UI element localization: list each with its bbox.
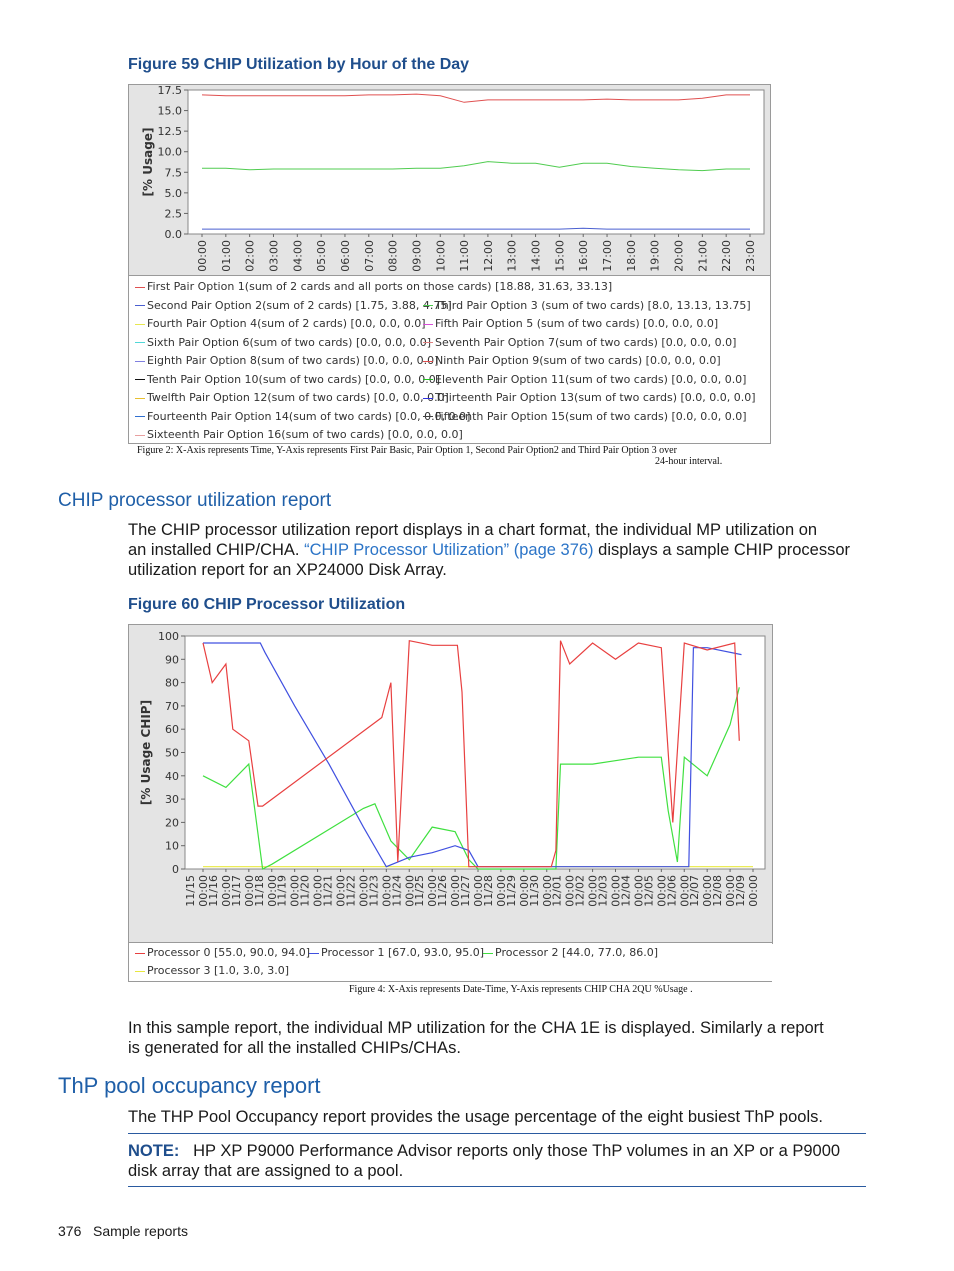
- legend-item: [135, 371, 440, 389]
- legend-swatch: [309, 953, 319, 954]
- y-tick-label: 5.0: [164, 186, 182, 200]
- legend-item: [423, 315, 718, 333]
- figure-59-legend: [128, 275, 771, 444]
- x-tick-label: 05:00: [315, 240, 329, 272]
- legend-label: Eighth Pair Option 8(sum of two cards) [0.0, 0.0, 0.0]: [147, 354, 439, 367]
- figure-59-chart: [128, 84, 771, 276]
- x-tick-label: 07:00: [362, 240, 376, 272]
- legend-item: [135, 334, 431, 352]
- note-label: NOTE:: [128, 1142, 180, 1160]
- legend-swatch: [423, 398, 433, 399]
- legend-swatch: [135, 324, 145, 325]
- y-tick-label: 10: [165, 839, 179, 853]
- section-title-chip-processor: CHIP processor utilization report: [58, 490, 332, 511]
- x-tick-label: 00:00: [747, 875, 760, 907]
- legend-label: Fifth Pair Option 5 (sum of two cards) [0.0, 0.0, 0.0]: [435, 317, 719, 330]
- legend-label: Second Pair Option 2(sum of 2 cards) [1.75, 3.88, 4.75]: [147, 298, 452, 312]
- x-tick-label: 04:00: [291, 240, 305, 272]
- legend-swatch: [135, 435, 145, 436]
- plot-area: [188, 90, 764, 234]
- paragraph2-line2: is generated for all the installed CHIPs/CHAs.: [128, 1039, 461, 1057]
- y-tick-label: 50: [165, 746, 179, 760]
- x-tick-label: 23:00: [744, 240, 757, 272]
- section1-line2: [128, 540, 888, 560]
- x-tick-label-date: 11/29: [504, 875, 518, 907]
- legend-swatch: [135, 361, 145, 362]
- y-tick-label: 2.5: [164, 207, 182, 221]
- paragraph2-line1: In this sample report, the individual MP utilization for the CHA 1E is displayed. Similarly a report: [128, 1019, 824, 1037]
- legend-label: Fifteenth Pair Option 15(sum of two cards) [0.0, 0.0, 0.0]: [435, 409, 747, 423]
- section1-paragraph: [128, 520, 888, 580]
- x-tick-label: 00:00: [632, 875, 646, 907]
- x-tick-label: 00:00: [449, 875, 463, 907]
- note-line1: [128, 1141, 868, 1161]
- x-tick-label: 19:00: [648, 240, 662, 272]
- x-tick-label-date: 11/30: [527, 875, 541, 907]
- x-tick-label-date: 11/26: [436, 875, 450, 907]
- x-tick-label: 00:00: [334, 875, 348, 907]
- x-tick-label: 00:00: [540, 875, 554, 907]
- x-tick-label-date: 11/23: [367, 875, 381, 907]
- legend-label: Processor 3 [1.0, 3.0, 3.0]: [147, 964, 290, 977]
- paragraph-mp-utilization: [128, 1018, 888, 1058]
- legend-item: [135, 315, 426, 333]
- legend-item: [423, 408, 747, 426]
- x-tick-label: 17:00: [601, 240, 615, 272]
- x-tick-label: 02:00: [243, 240, 257, 272]
- legend-item: [135, 389, 449, 407]
- legend-swatch: [423, 305, 433, 306]
- x-tick-label: 00:00: [724, 875, 738, 907]
- x-tick-label: 00:00: [701, 875, 715, 907]
- figure-60-xref-link[interactable]: “CHIP Processor Utilization” (page 376): [304, 541, 594, 559]
- legend-label: Processor 1 [67.0, 93.0, 95.0]: [321, 946, 485, 959]
- y-tick-label: 80: [165, 676, 179, 690]
- legend-item: [423, 371, 746, 389]
- figure-59-footnote-line2: 24-hour interval.: [655, 456, 723, 467]
- x-tick-label: 00:00: [403, 875, 417, 907]
- legend-swatch: [423, 379, 433, 380]
- legend-swatch: [135, 287, 145, 288]
- legend-label: Third Pair Option 3 (sum of two cards) [8.0, 13.13, 13.75]: [435, 298, 751, 312]
- x-tick-label: 08:00: [386, 240, 400, 272]
- x-tick-label: 00:00: [517, 875, 531, 907]
- legend-item: [135, 962, 289, 980]
- x-tick-label: 21:00: [696, 240, 710, 272]
- x-tick-label: 15:00: [553, 240, 567, 272]
- y-tick-label: 30: [165, 793, 179, 807]
- y-tick-label: 15.0: [157, 104, 182, 118]
- x-tick-label: 00:00: [357, 875, 371, 907]
- legend-label: Processor 0 [55.0, 90.0, 94.0]: [147, 946, 311, 959]
- legend-swatch: [135, 953, 145, 954]
- legend-label: Sixteenth Pair Option 16(sum of two cards) [0.0, 0.0, 0.0]: [147, 428, 463, 441]
- x-tick-label-date: 12/04: [619, 875, 633, 907]
- y-tick-label: 7.5: [164, 166, 182, 180]
- y-tick-label: 0.0: [164, 228, 182, 241]
- x-tick-label: 00:00: [494, 875, 508, 907]
- y-tick-label: 10.0: [157, 145, 182, 159]
- x-tick-label-date: 11/27: [459, 875, 472, 907]
- x-tick-label: 00:00: [609, 875, 623, 907]
- section1-line1: The CHIP processor utilization report displays in a chart format, the individual MP utilization on: [128, 521, 818, 539]
- x-tick-label-date: 11/20: [298, 875, 312, 907]
- legend-swatch: [135, 379, 145, 380]
- section-title-thp-pool: ThP pool occupancy report: [58, 1073, 321, 1098]
- y-axis-label: [% Usage]: [141, 127, 155, 197]
- x-tick-label-date: 11/24: [390, 875, 404, 907]
- legend-label: Fourteenth Pair Option 14(sum of two cards) [0.0, 0.0, 0.0]: [147, 409, 471, 423]
- legend-label: Sixth Pair Option 6(sum of two cards) [0.0, 0.0, 0.0]: [147, 335, 432, 349]
- x-tick-label: 00:00: [563, 875, 577, 907]
- x-tick-label: 00:00: [311, 875, 325, 907]
- legend-item: [135, 408, 470, 426]
- x-tick-label: 00:00: [678, 875, 692, 907]
- y-tick-label: 12.5: [157, 125, 182, 139]
- legend-item: [423, 334, 736, 352]
- legend-label: Tenth Pair Option 10(sum of two cards) [0.0, 0.0, 0.0]: [147, 372, 441, 386]
- legend-label: Ninth Pair Option 9(sum of two cards) [0.0, 0.0, 0.0]: [435, 354, 721, 367]
- x-tick-label: 00:00: [197, 875, 210, 907]
- x-tick-label-date: 11/21: [321, 875, 335, 907]
- footer-section: Sample reports: [93, 1223, 188, 1239]
- section1-line3: utilization report for an XP24000 Disk Array.: [128, 561, 447, 579]
- x-tick-label: 11:00: [458, 240, 472, 272]
- legend-label: Fourth Pair Option 4(sum of 2 cards) [0.0, 0.0, 0.0]: [147, 317, 426, 330]
- x-tick-label: 06:00: [338, 240, 352, 272]
- legend-item: [135, 944, 310, 962]
- page-number: 376: [58, 1223, 82, 1239]
- x-tick-label: 09:00: [410, 240, 424, 272]
- x-tick-label-date: 12/06: [665, 875, 679, 907]
- x-tick-label: 20:00: [672, 240, 686, 272]
- x-tick-label-date: 11/18: [252, 875, 266, 907]
- x-tick-label: 00:00: [288, 875, 302, 907]
- section2-paragraph: The THP Pool Occupancy report provides the usage percentage of the eight busiest ThP pools.: [128, 1108, 823, 1126]
- x-tick-label: 00:00: [196, 240, 209, 272]
- plot-area: [185, 636, 765, 869]
- y-tick-label: 100: [158, 630, 179, 643]
- x-tick-label: 00:00: [655, 875, 669, 907]
- x-tick-label-date: 11/15: [184, 875, 197, 907]
- legend-item: [423, 389, 756, 407]
- figure-60-caption: Figure 60 CHIP Processor Utilization: [128, 596, 406, 613]
- figure-60-legend: [128, 942, 772, 982]
- note-text-line2: disk array that are assigned to a pool.: [128, 1162, 404, 1180]
- x-tick-label: 14:00: [529, 240, 543, 272]
- y-tick-label: 60: [165, 723, 179, 737]
- legend-swatch: [483, 953, 493, 954]
- figure-60-svg: [129, 625, 772, 943]
- legend-item: [135, 426, 463, 444]
- legend-swatch: [423, 416, 433, 417]
- x-tick-label: 01:00: [219, 240, 233, 272]
- figure-60-chart: [128, 624, 773, 944]
- legend-swatch: [135, 342, 145, 343]
- figure-59-caption: Figure 59 CHIP Utilization by Hour of the Day: [128, 56, 470, 73]
- figure-60-footnote: Figure 4: X-Axis represents Date-Time, Y-Axis represents CHIP CHA 2QU %Usage .: [349, 984, 693, 995]
- page-footer: [58, 1223, 188, 1239]
- x-tick-label: 00:00: [586, 875, 600, 907]
- x-tick-label-date: 12/09: [734, 875, 747, 907]
- x-tick-label: 10:00: [434, 240, 448, 272]
- x-tick-label-date: 11/22: [344, 875, 358, 907]
- note-block: [128, 1141, 868, 1181]
- legend-swatch: [135, 971, 145, 972]
- legend-swatch: [135, 398, 145, 399]
- x-tick-label-date: 11/28: [481, 875, 495, 907]
- legend-item: [309, 944, 484, 962]
- legend-label: Twelfth Pair Option 12(sum of two cards) [0.0, 0.0, 0.0]: [147, 391, 449, 404]
- note-bottom-rule: [128, 1186, 866, 1187]
- y-tick-label: 40: [165, 769, 179, 783]
- legend-item: [423, 352, 721, 370]
- figure-59-footnote: [137, 445, 777, 467]
- figure-59-footnote-line1: Figure 2: X-Axis represents Time, Y-Axis represents First Pair Basic, Pair Option 1, Second Pair Option2 and Third Pair Option 3 over: [137, 445, 677, 456]
- x-tick-label: 13:00: [505, 240, 519, 272]
- section1-line2-a: an installed CHIP/CHA.: [128, 541, 305, 559]
- y-tick-label: 90: [165, 653, 179, 667]
- y-tick-label: 20: [165, 816, 179, 830]
- x-tick-label-date: 12/01: [550, 875, 564, 907]
- legend-item: [483, 944, 658, 962]
- x-tick-label-date: 11/25: [413, 875, 427, 907]
- x-tick-label: 00:00: [242, 875, 256, 907]
- x-tick-label-date: 12/08: [711, 875, 725, 907]
- legend-swatch: [423, 324, 433, 325]
- x-tick-label: 12:00: [481, 240, 495, 272]
- legend-swatch: [423, 342, 433, 343]
- legend-label: First Pair Option 1(sum of 2 cards and all ports on those cards) [18.88, 31.63, 33.13]: [147, 280, 613, 293]
- legend-label: Seventh Pair Option 7(sum of two cards) [0.0, 0.0, 0.0]: [435, 335, 737, 349]
- x-tick-label: 00:00: [219, 875, 233, 907]
- legend-label: Eleventh Pair Option 11(sum of two cards) [0.0, 0.0, 0.0]: [435, 372, 747, 386]
- x-tick-label-date: 11/16: [206, 875, 220, 907]
- legend-item: [135, 278, 612, 296]
- y-tick-label: 17.5: [157, 85, 182, 97]
- note-text-line1: HP XP P9000 Performance Advisor reports only those ThP volumes in an XP or a P9000: [193, 1142, 841, 1160]
- note-top-rule: [128, 1133, 866, 1134]
- legend-swatch: [135, 305, 145, 306]
- legend-swatch: [135, 416, 145, 417]
- x-tick-label: 00:00: [472, 875, 485, 907]
- x-tick-label-date: 12/05: [642, 875, 656, 907]
- x-tick-label-date: 12/03: [596, 875, 610, 907]
- x-tick-label: 00:00: [380, 875, 394, 907]
- legend-item: [135, 352, 438, 370]
- x-tick-label-date: 11/19: [275, 875, 289, 907]
- y-tick-label: 70: [165, 699, 179, 713]
- x-tick-label: 03:00: [267, 240, 281, 272]
- legend-label: Thirteenth Pair Option 13(sum of two cards) [0.0, 0.0, 0.0]: [435, 391, 756, 404]
- y-axis-label: [% Usage CHIP]: [139, 699, 153, 806]
- x-tick-label: 00:00: [265, 875, 279, 907]
- x-tick-label: 00:00: [426, 875, 440, 907]
- x-tick-label: 22:00: [720, 240, 734, 272]
- section1-line2-b: displays a sample CHIP processor: [593, 541, 851, 559]
- x-tick-label-date: 12/02: [573, 875, 587, 907]
- legend-item: [135, 297, 452, 315]
- x-tick-label: 18:00: [624, 240, 638, 272]
- figure-59-svg: [129, 85, 770, 275]
- legend-swatch: [423, 361, 433, 362]
- y-tick-label: 0: [172, 863, 179, 876]
- x-tick-label-date: 11/17: [229, 875, 243, 907]
- legend-item: [423, 297, 751, 315]
- legend-label: Processor 2 [44.0, 77.0, 86.0]: [495, 946, 659, 959]
- x-tick-label-date: 12/07: [688, 875, 702, 907]
- x-tick-label: 16:00: [577, 240, 591, 272]
